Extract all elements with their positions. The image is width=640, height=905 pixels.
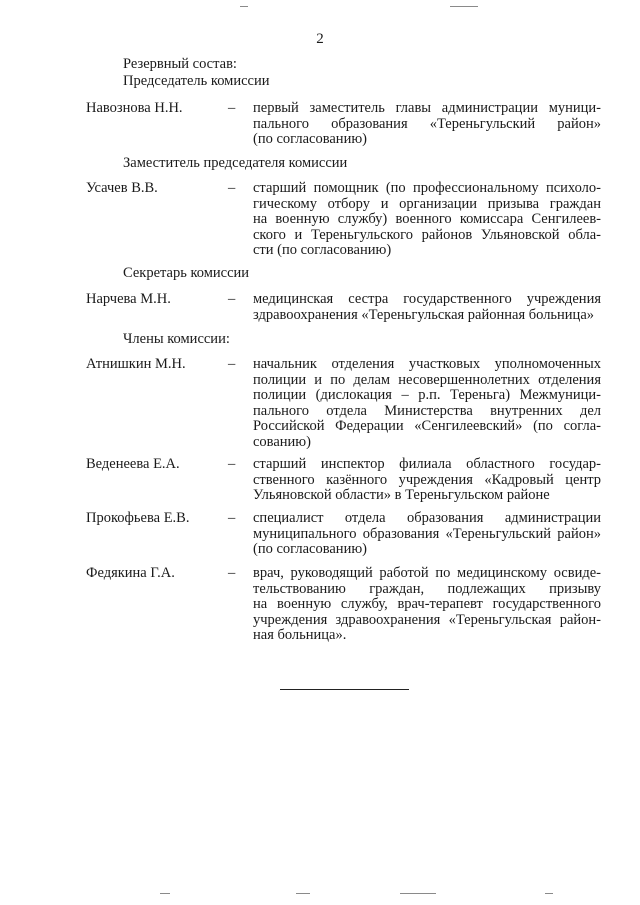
role-line: начальник отделения участковых уполномоченных xyxy=(253,356,601,372)
scan-speck xyxy=(545,893,553,894)
section-heading-members: Члены комиссии: xyxy=(123,331,230,347)
reserve-composition-heading: Резервный состав: xyxy=(123,56,237,72)
role-line: старший помощник (по профессиональному психоло- xyxy=(253,180,601,196)
role-line: гическому отбору и организации призыва граждан xyxy=(253,195,601,212)
role-line: муниципального образования «Тереньгульский район» xyxy=(253,525,601,542)
member-name: Атнишкин М.Н. xyxy=(86,356,186,372)
role-line: Ульяновской области» в Тереньгульском районе xyxy=(253,487,550,504)
member-name: Навознова Н.Н. xyxy=(86,100,183,116)
role-line: (по согласованию) xyxy=(253,541,367,558)
role-line: Российской Федерации «Сенгилеевский» (по согла- xyxy=(253,418,601,435)
scan-speck xyxy=(400,893,436,894)
role-line: полиции и по делам несовершеннолетних отделения xyxy=(253,371,601,388)
member-role xyxy=(253,511,601,558)
member-dash: – xyxy=(228,180,236,196)
role-line: специалист отдела образования администрации xyxy=(253,510,601,526)
role-line: здравоохранения «Тереньгульская районная больница» xyxy=(253,306,595,323)
role-line: на военную службу, врач-терапевт государственного xyxy=(253,596,601,613)
member-name: Федякина Г.А. xyxy=(86,565,175,581)
member-name: Веденеева Е.А. xyxy=(86,456,180,472)
role-line: учреждения здравоохранения «Тереньгульская район- xyxy=(253,611,601,628)
role-line: (по согласованию) xyxy=(253,131,367,148)
scan-speck xyxy=(450,6,478,7)
role-line: первый заместитель главы администрации муници- xyxy=(253,100,601,116)
member-dash: – xyxy=(228,510,236,526)
member-dash: – xyxy=(228,456,236,472)
member-name: Прокофьева Е.В. xyxy=(86,510,190,526)
role-line: ственного казённого учреждения «Кадровый центр xyxy=(253,471,601,488)
role-line: тельствованию граждан, подлежащих призыву xyxy=(253,580,601,597)
closing-rule xyxy=(280,689,409,690)
member-role xyxy=(253,101,601,148)
role-line: ная больница». xyxy=(253,627,347,644)
member-role xyxy=(253,457,601,504)
role-line: сти (по согласованию) xyxy=(253,242,392,259)
role-line: сованию) xyxy=(253,433,311,450)
role-line: медицинская сестра государственного учреждения xyxy=(253,291,601,307)
role-line: пального отдела Министерства внутренних дел xyxy=(253,402,601,419)
scan-speck xyxy=(240,6,248,7)
member-dash: – xyxy=(228,356,236,372)
role-line: ского и Тереньгульского районов Ульяновской обла- xyxy=(253,226,601,243)
scan-speck xyxy=(160,893,170,894)
role-line: полиции (дислокация – р.п. Тереньга) Межмуници- xyxy=(253,387,601,404)
member-role xyxy=(253,566,601,644)
role-line: врач, руководящий работой по медицинскому освиде- xyxy=(253,565,601,581)
section-heading-secretary: Секретарь комиссии xyxy=(123,265,250,281)
section-heading-deputy-chairman: Заместитель председателя комиссии xyxy=(123,155,348,171)
role-line: старший инспектор филиала областного государ- xyxy=(253,456,601,472)
role-line: на военную службу) военного комиссара Сенгилеев- xyxy=(253,211,601,228)
section-heading-chairman: Председатель комиссии xyxy=(123,73,270,89)
member-role xyxy=(253,181,601,259)
member-dash: – xyxy=(228,565,236,581)
member-dash: – xyxy=(228,291,236,307)
member-role xyxy=(253,292,601,323)
member-role xyxy=(253,357,601,451)
member-name: Нарчева М.Н. xyxy=(86,291,171,307)
member-name: Усачев В.В. xyxy=(86,180,158,196)
page-number: 2 xyxy=(316,31,324,47)
scan-speck xyxy=(296,893,310,894)
member-dash: – xyxy=(228,100,236,116)
role-line: пального образования «Тереньгульский район» xyxy=(253,115,601,132)
